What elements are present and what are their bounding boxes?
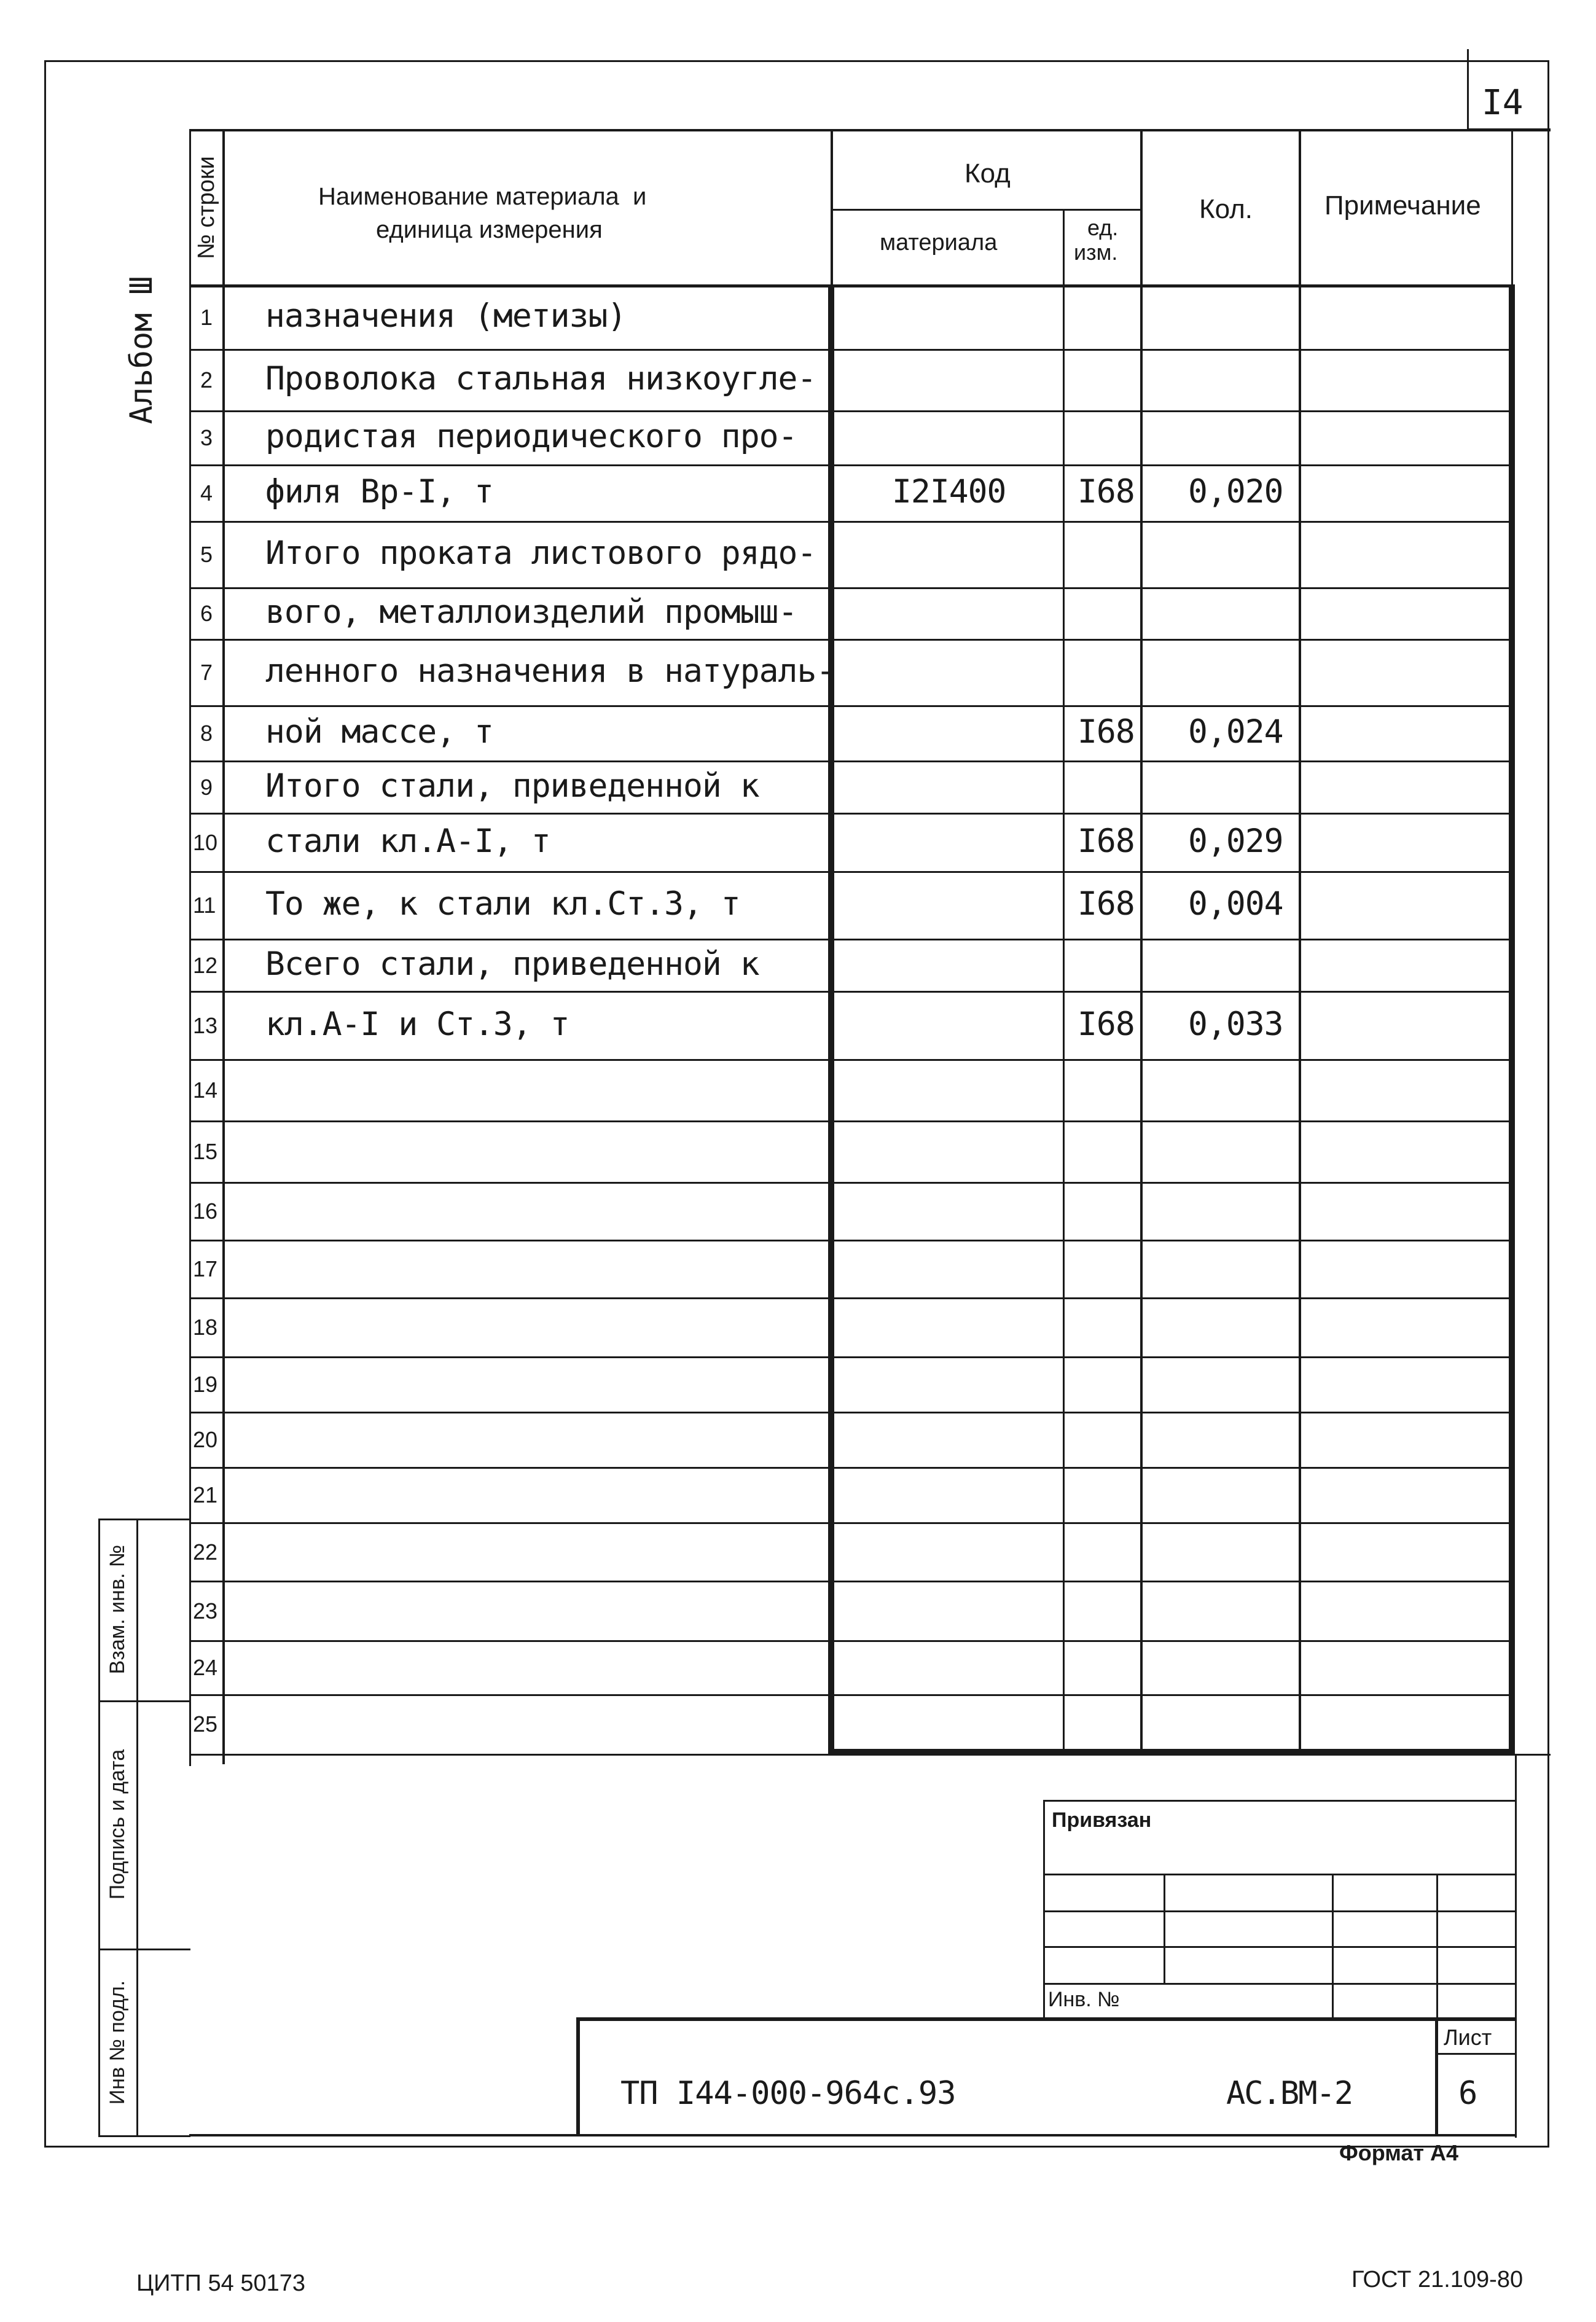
footer-right: ГОСТ 21.109-80 bbox=[1352, 2267, 1524, 2293]
stamp-doc-code: ТП I44-000-964с.93 bbox=[620, 2075, 956, 2112]
row-description: вого, металлоизделий промыш- bbox=[265, 593, 797, 631]
row-number: 11 bbox=[193, 893, 216, 918]
row-description: Проволока стальная низкоугле- bbox=[265, 360, 816, 397]
album-label: Альбом Ш bbox=[123, 276, 159, 424]
row-number: 14 bbox=[193, 1077, 218, 1103]
row-number: 16 bbox=[193, 1198, 218, 1224]
row-description: назначения (метизы) bbox=[265, 297, 627, 335]
stamp-sheet-label: Лист bbox=[1444, 2025, 1492, 2050]
row-unit-code: I68 bbox=[1078, 1005, 1135, 1043]
row-number: 17 bbox=[193, 1256, 218, 1281]
row-number: 21 bbox=[193, 1482, 218, 1507]
row-quantity: 0,024 bbox=[1188, 713, 1283, 751]
header-row-number: № строки bbox=[194, 156, 219, 259]
row-material-code: I2I400 bbox=[892, 473, 1006, 510]
table-row bbox=[189, 1122, 1515, 1183]
row-description: стали кл.А-I, т bbox=[265, 822, 550, 860]
side-label-vzam: Взам. инв. № bbox=[106, 1544, 129, 1675]
row-description: Итого стали, приведенной к bbox=[265, 767, 759, 805]
row-number: 10 bbox=[193, 829, 218, 855]
row-quantity: 0,029 bbox=[1188, 822, 1283, 860]
table-row bbox=[189, 1582, 1515, 1641]
table-row bbox=[189, 1695, 1515, 1754]
row-number: 20 bbox=[193, 1427, 218, 1452]
row-description: филя Вр-I, т bbox=[265, 473, 493, 510]
table-row bbox=[189, 1183, 1515, 1241]
row-number: 24 bbox=[193, 1655, 218, 1680]
row-number: 6 bbox=[200, 601, 213, 626]
row-unit-code: I68 bbox=[1078, 822, 1135, 860]
row-number: 22 bbox=[193, 1539, 218, 1565]
stamp-inv-no: Инв. № bbox=[1048, 1988, 1120, 2011]
side-label-inv-podl: Инв № подл. bbox=[106, 1980, 129, 2105]
table-row bbox=[189, 1468, 1515, 1523]
row-number: 25 bbox=[193, 1711, 218, 1737]
row-description: Всего стали, приведенной к bbox=[265, 945, 759, 983]
table-row bbox=[189, 1358, 1515, 1413]
table-row bbox=[189, 1241, 1515, 1299]
table-row bbox=[189, 1523, 1515, 1582]
stamp-privyazan: Привязан bbox=[1052, 1808, 1152, 1832]
table-row bbox=[189, 1413, 1515, 1468]
row-number: 18 bbox=[193, 1315, 218, 1340]
row-description: ленного назначения в натураль- bbox=[265, 652, 835, 690]
header-code: Код bbox=[964, 158, 1011, 189]
row-number: 8 bbox=[200, 721, 213, 746]
row-description: Итого проката листового рядо- bbox=[265, 534, 816, 572]
row-quantity: 0,033 bbox=[1188, 1005, 1283, 1043]
header-material: материала bbox=[880, 230, 998, 256]
header-name-line1: Наименование материала и bbox=[318, 183, 647, 210]
side-label-podpis: Подпись и дата bbox=[106, 1749, 129, 1900]
row-number: 12 bbox=[193, 952, 218, 978]
row-number: 23 bbox=[193, 1598, 218, 1624]
table-row bbox=[189, 1060, 1515, 1122]
format-label: Формат А4 bbox=[1339, 2140, 1459, 2165]
row-number: 2 bbox=[200, 367, 213, 393]
row-description: ной массе, т bbox=[265, 713, 493, 751]
row-number: 15 bbox=[193, 1139, 218, 1164]
stamp-sheet-code: АС.ВМ-2 bbox=[1226, 2075, 1353, 2112]
row-number: 4 bbox=[200, 480, 213, 506]
row-number: 5 bbox=[200, 542, 213, 567]
row-quantity: 0,020 bbox=[1188, 473, 1283, 510]
row-unit-code: I68 bbox=[1078, 713, 1135, 751]
row-number: 13 bbox=[193, 1012, 218, 1038]
header-qty: Кол. bbox=[1199, 194, 1253, 224]
stamp-sheet-number: 6 bbox=[1458, 2075, 1478, 2112]
table-row bbox=[189, 1299, 1515, 1358]
header-name-line2: единица измерения bbox=[376, 216, 603, 243]
row-description: родистая периодического про- bbox=[265, 418, 797, 455]
header-unit-line1: ед. bbox=[1087, 215, 1119, 240]
header-unit-line2: изм. bbox=[1074, 240, 1118, 265]
row-number: 19 bbox=[193, 1372, 218, 1397]
row-description: То же, к стали кл.Ст.3, т bbox=[265, 885, 740, 923]
row-number: 9 bbox=[200, 774, 213, 800]
row-number: 1 bbox=[200, 305, 213, 330]
page-number: I4 bbox=[1482, 83, 1524, 123]
row-unit-code: I68 bbox=[1078, 885, 1135, 923]
row-unit-code: I68 bbox=[1078, 473, 1135, 510]
table-row bbox=[189, 1641, 1515, 1695]
row-quantity: 0,004 bbox=[1188, 885, 1283, 923]
header-note: Примечание bbox=[1324, 190, 1481, 221]
row-description: кл.А-I и Ст.3, т bbox=[265, 1005, 569, 1043]
footer-left: ЦИТП 54 50173 bbox=[136, 2270, 305, 2296]
row-number: 3 bbox=[200, 425, 213, 450]
row-number: 7 bbox=[200, 660, 213, 685]
